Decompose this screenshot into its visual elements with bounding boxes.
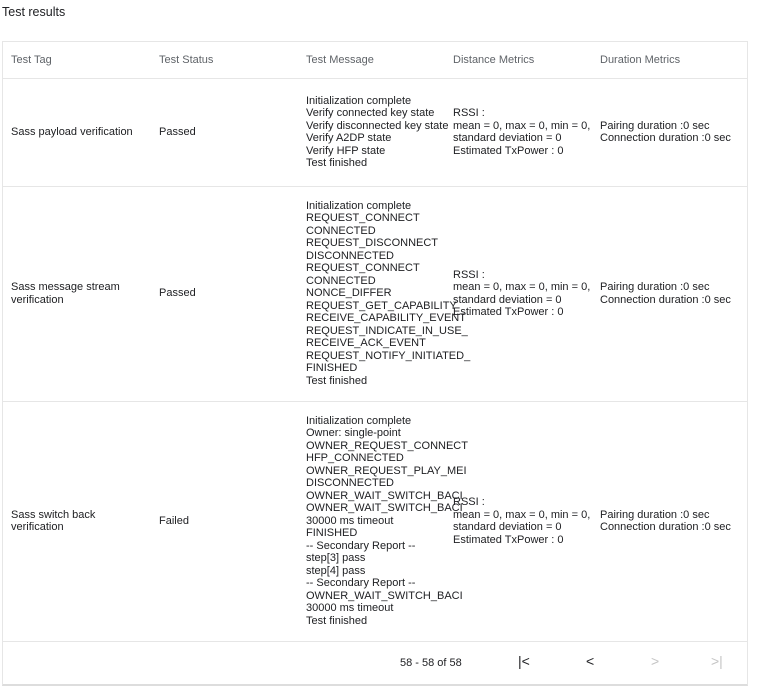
line: Initialization complete xyxy=(306,94,412,107)
line: DISCONNECTED xyxy=(306,477,395,490)
line: FINISHED xyxy=(306,527,358,540)
line: Estimated TxPower : 0 xyxy=(453,144,564,157)
line: Verify A2DP state xyxy=(306,132,392,144)
line: CONNECTED xyxy=(306,274,376,287)
line: REQUEST_INDICATE_IN_USE_ xyxy=(306,324,468,337)
line: Pairing duration :0 sec xyxy=(600,508,710,521)
test-tag: Sass payload verification xyxy=(11,125,133,138)
line: mean = 0, max = 0, min = 0, xyxy=(453,281,591,293)
line: -- Secondary Report -- xyxy=(306,539,416,552)
line: 30000 ms timeout xyxy=(306,514,394,527)
test-status: Passed xyxy=(159,287,196,300)
line: standard deviation = 0 xyxy=(453,521,562,533)
distance-metrics xyxy=(453,78,598,186)
line: mean = 0, max = 0, min = 0, xyxy=(453,508,591,521)
line: Pairing duration :0 sec xyxy=(600,281,710,293)
test-message xyxy=(306,401,468,641)
page-range: 58 - 58 of 58 xyxy=(400,657,462,669)
line: RSSI : xyxy=(453,268,485,281)
test-status: Failed xyxy=(159,514,189,527)
line: REQUEST_NOTIFY_INITIATED_ xyxy=(306,349,471,362)
line: RSSI : xyxy=(453,496,485,508)
line: OWNER_REQUEST_PLAY_MEI xyxy=(306,464,467,477)
line: Estimated TxPower : 0 xyxy=(453,306,564,318)
line: DISCONNECTED xyxy=(306,249,395,262)
header-test-tag[interactable]: Test Tag xyxy=(11,53,52,66)
line: Connection duration :0 sec xyxy=(600,132,731,144)
line: REQUEST_DISCONNECT xyxy=(306,237,439,250)
test-tag: Sass switch back verification xyxy=(11,508,96,533)
line: standard deviation = 0 xyxy=(453,132,562,144)
next-page-button[interactable]: > xyxy=(651,653,660,669)
table-row xyxy=(3,401,747,642)
test-status: Passed xyxy=(159,125,196,138)
page-title: Test results xyxy=(2,5,66,19)
line: Initialization complete xyxy=(306,199,412,212)
header-duration-metrics[interactable]: Duration Metrics xyxy=(600,53,681,66)
line: -- Secondary Report -- xyxy=(306,577,416,590)
line: RECEIVE_ACK_EVENT xyxy=(306,337,426,350)
line: 30000 ms timeout xyxy=(306,602,394,615)
line: OWNER_REQUEST_CONNECT xyxy=(306,439,468,452)
line: FINISHED xyxy=(306,362,358,375)
last-page-button[interactable]: >| xyxy=(711,653,723,669)
results-table xyxy=(2,41,748,686)
line: REQUEST_CONNECT xyxy=(306,262,420,275)
line: Test finished xyxy=(306,614,368,627)
table-row xyxy=(3,78,747,187)
line: Connection duration :0 sec xyxy=(600,293,731,306)
table-row xyxy=(3,186,747,402)
line: standard deviation = 0 xyxy=(453,293,562,306)
header-test-status[interactable]: Test Status xyxy=(159,53,214,66)
table-header xyxy=(3,42,747,79)
distance-metrics xyxy=(453,186,598,401)
line: OWNER_WAIT_SWITCH_BACI xyxy=(306,489,463,502)
line: OWNER_WAIT_SWITCH_BACI xyxy=(306,502,463,515)
line: step[3] pass xyxy=(306,552,366,565)
duration-metrics xyxy=(600,186,747,401)
line: Estimated TxPower : 0 xyxy=(453,533,564,546)
line: mean = 0, max = 0, min = 0, xyxy=(453,119,591,132)
test-tag: Sass message stream verification xyxy=(11,281,120,306)
line: Connection duration :0 sec xyxy=(600,521,731,533)
header-test-message[interactable]: Test Message xyxy=(306,53,374,66)
line: Owner: single-point xyxy=(306,427,401,440)
line: HFP_CONNECTED xyxy=(306,452,404,465)
line: Test finished xyxy=(306,374,368,387)
line: Verify connected key state xyxy=(306,107,435,119)
previous-page-button[interactable]: < xyxy=(586,653,595,669)
line: RECEIVE_CAPABILITY_EVENT xyxy=(306,312,466,325)
duration-metrics xyxy=(600,401,747,641)
line: REQUEST_GET_CAPABILITY xyxy=(306,299,457,312)
line: Verify disconnected key state xyxy=(306,119,449,132)
distance-metrics xyxy=(453,401,598,641)
line: RSSI : xyxy=(453,107,485,119)
pagination xyxy=(3,641,747,685)
line: REQUEST_CONNECT xyxy=(306,212,420,225)
line: OWNER_WAIT_SWITCH_BACI xyxy=(306,589,463,602)
header-distance-metrics[interactable]: Distance Metrics xyxy=(453,53,535,66)
line: CONNECTED xyxy=(306,224,376,237)
line: Verify HFP state xyxy=(306,144,386,157)
test-message xyxy=(306,78,449,186)
line: Pairing duration :0 sec xyxy=(600,119,710,132)
line: step[4] pass xyxy=(306,564,366,577)
line: Initialization complete xyxy=(306,414,412,427)
first-page-button[interactable]: |< xyxy=(518,653,530,669)
line: NONCE_DIFFER xyxy=(306,287,392,300)
duration-metrics xyxy=(600,78,747,186)
line: Test finished xyxy=(306,157,368,169)
